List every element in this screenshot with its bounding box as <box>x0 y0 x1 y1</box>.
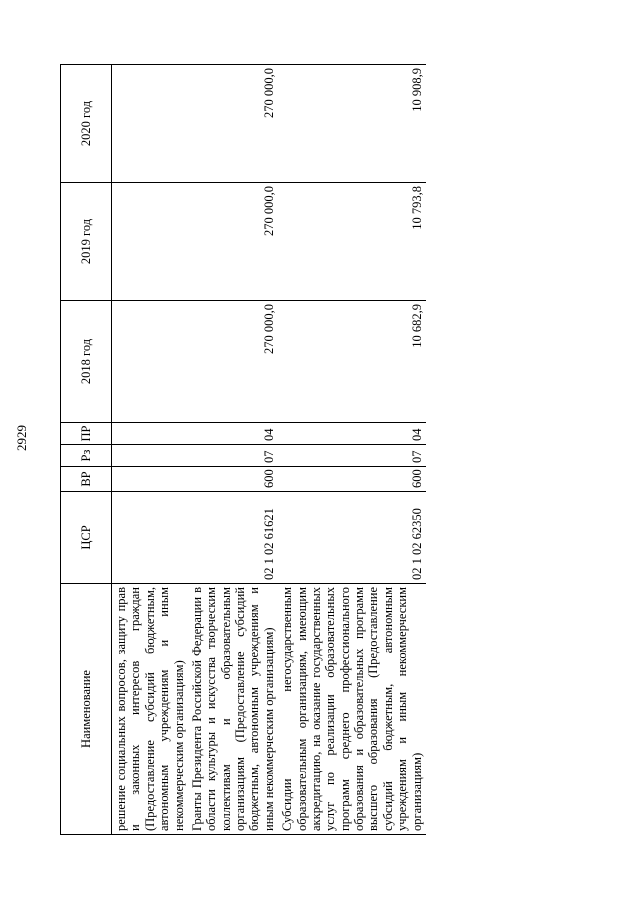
budget-table-container <box>60 65 580 835</box>
row-2018 <box>112 301 188 423</box>
header-2018: 2018 год <box>61 301 112 423</box>
budget-table <box>60 64 426 835</box>
row-2019: 10 793,8 <box>278 183 426 301</box>
row-2020: 270 000,0 <box>188 65 278 183</box>
row-2019 <box>112 183 188 301</box>
header-vr: ВР <box>61 467 112 492</box>
header-name: Наименование <box>61 584 112 835</box>
row-2019: 270 000,0 <box>188 183 278 301</box>
header-rz: Рз <box>61 445 112 467</box>
table-row <box>188 65 278 835</box>
table-row <box>278 65 426 835</box>
row-csr: 02 1 02 62350 <box>278 492 426 584</box>
row-2020 <box>112 65 188 183</box>
page-number: 2929 <box>14 425 29 451</box>
header-2020: 2020 год <box>61 65 112 183</box>
header-2019: 2019 год <box>61 183 112 301</box>
row-rz <box>112 445 188 467</box>
row-pr <box>112 423 188 445</box>
header-pr: ПР <box>61 423 112 445</box>
row-csr <box>112 492 188 584</box>
header-csr: ЦСР <box>61 492 112 584</box>
row-vr <box>112 467 188 492</box>
table-header-row <box>61 65 112 835</box>
row-2018: 270 000,0 <box>188 301 278 423</box>
row-2018: 10 682,9 <box>278 301 426 423</box>
row-pr: 04 <box>278 423 426 445</box>
row-pr: 04 <box>188 423 278 445</box>
row-csr: 02 1 02 61621 <box>188 492 278 584</box>
row-vr: 600 <box>278 467 426 492</box>
row-vr: 600 <box>188 467 278 492</box>
row-name: Гранты Президента Российской Федерации в области культуры и искусства творческим коллективам и образовательным организациям (Предоставление субсидий бюджетным, автономным учреждениям и иным некоммерческим организациям) <box>188 584 278 835</box>
row-name: решение социальных вопросов, защиту прав и законных интересов граждан (Предоставление субсидий бюджетным, автономным учреждениям и иным некоммерческим организациям) <box>112 584 188 835</box>
row-2020: 10 908,9 <box>278 65 426 183</box>
row-rz: 07 <box>188 445 278 467</box>
row-rz: 07 <box>278 445 426 467</box>
row-name: Субсидии негосударственным образовательным организациям, имеющим аккредитацию, на оказание государственных услуг по реализации образовательных программ среднего профессионального образования и образовательных программ высшего образования (Предоставление субсидий бюджетным, автономным учреждениям и иным некоммерческим организациям) <box>278 584 426 835</box>
table-row <box>112 65 188 835</box>
